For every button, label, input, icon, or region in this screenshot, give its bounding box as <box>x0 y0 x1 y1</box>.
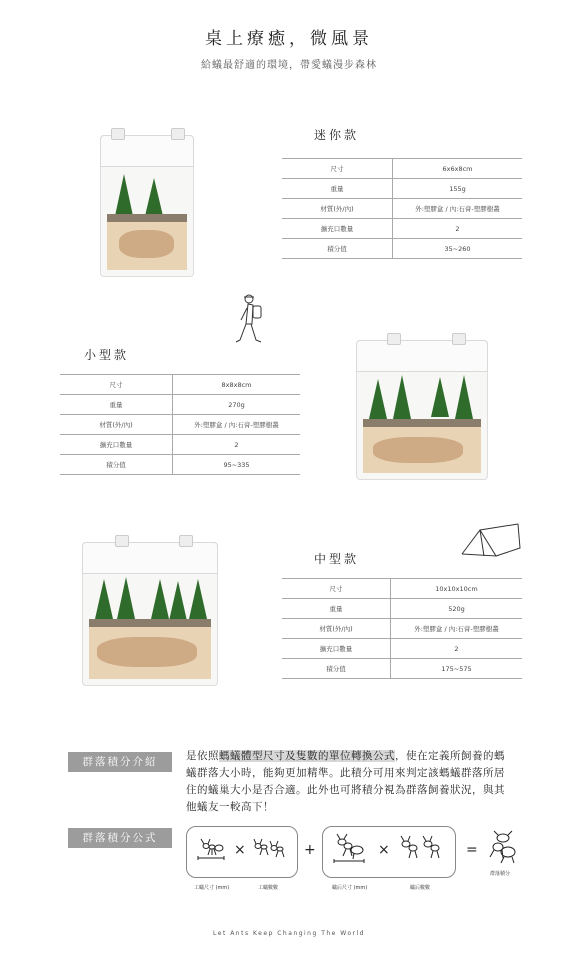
small-heading: 小型款 <box>84 348 130 362</box>
colony-intro-text <box>186 748 510 816</box>
intro-highlight: 螞蟻體型尺寸及隻數的單位轉換公式 <box>219 750 395 762</box>
spec-key: 尺寸 <box>282 579 391 599</box>
spec-value: 2 <box>393 219 523 239</box>
spec-key: 積分值 <box>60 455 173 475</box>
medium-formicarium-image <box>82 542 218 686</box>
worker-ant-size-icon <box>196 834 226 864</box>
spec-key: 積分值 <box>282 659 391 679</box>
spec-key: 尺寸 <box>60 375 173 395</box>
spec-row <box>60 435 300 455</box>
spec-key: 尺寸 <box>282 159 393 179</box>
colony-intro-label: 群落積分介紹 <box>68 752 172 772</box>
spec-row <box>282 239 522 259</box>
worker-ants-count-icon <box>250 834 290 864</box>
spec-key: 擴充口數量 <box>282 639 391 659</box>
spec-value: 520g <box>391 599 523 619</box>
small-formicarium-image <box>356 340 488 480</box>
queen-ant-size-icon <box>332 832 366 866</box>
spec-row <box>60 395 300 415</box>
spec-key: 積分值 <box>282 239 393 259</box>
spec-key: 重量 <box>282 179 393 199</box>
mini-spec-table <box>282 158 522 259</box>
spec-key: 重量 <box>60 395 173 415</box>
spec-row <box>282 219 522 239</box>
spec-value: 6x6x8cm <box>393 159 523 179</box>
spec-value: 2 <box>173 435 301 455</box>
spec-value: 8x8x8cm <box>173 375 301 395</box>
colony-score-icon <box>486 830 520 866</box>
intro-prefix: 是依照 <box>186 750 219 762</box>
spec-row <box>282 639 522 659</box>
spec-value: 95~335 <box>173 455 301 475</box>
equals-symbol: = <box>466 842 478 858</box>
spec-value: 外:塑膠盒 / 內:石膏-塑膠樹叢 <box>393 199 523 219</box>
spec-key: 擴充口數量 <box>282 219 393 239</box>
spec-value: 270g <box>173 395 301 415</box>
colony-formula-label: 群落積分公式 <box>68 828 172 848</box>
spec-key: 擴充口數量 <box>60 435 173 455</box>
mini-heading: 迷你款 <box>314 128 360 142</box>
footer-slogan: Let Ants Keep Changing The World <box>213 930 365 937</box>
spec-value: 35~260 <box>393 239 523 259</box>
queen-ants-count-icon <box>398 832 448 866</box>
medium-heading: 中型款 <box>314 552 360 566</box>
spec-row <box>60 415 300 435</box>
times-symbol: × <box>234 842 246 858</box>
worker-count-caption: 工蟻數數 <box>258 885 279 891</box>
spec-value: 10x10x10cm <box>391 579 523 599</box>
plus-symbol: + <box>304 842 316 858</box>
worker-size-caption: 工蟻尺寸 (mm) <box>194 885 230 891</box>
intro-rest: ，使在定義所飼養的螞蟻群落大小時，能夠更加精準。此積分可用來判定該螞蟻群落所居住的蟻巢大小是否合適。此外也可將積分視為群落飼養狀況，與其他蟻友一較高下！ <box>186 750 505 813</box>
spec-key: 重量 <box>282 599 391 619</box>
spec-row <box>60 455 300 475</box>
spec-row <box>60 375 300 395</box>
hiker-illustration <box>232 292 272 354</box>
page-subtitle: 給蟻最舒適的環境，帶愛蟻漫步森林 <box>201 60 377 71</box>
spec-row <box>282 159 522 179</box>
queen-count-caption: 蟻后數數 <box>410 885 431 891</box>
spec-value: 外:塑膠盒 / 內:石膏-塑膠樹叢 <box>173 415 301 435</box>
mini-formicarium-image <box>100 135 194 277</box>
times-symbol: × <box>378 842 390 858</box>
spec-key: 材質(外/內) <box>60 415 173 435</box>
spec-row <box>282 199 522 219</box>
spec-value: 外:塑膠盒 / 內:石膏-塑膠樹叢 <box>391 619 523 639</box>
tent-illustration <box>458 520 524 560</box>
spec-key: 材質(外/內) <box>282 619 391 639</box>
spec-value: 155g <box>393 179 523 199</box>
spec-value: 2 <box>391 639 523 659</box>
spec-row <box>282 599 522 619</box>
score-caption: 群落積分 <box>490 871 511 877</box>
page-title: 桌上療癒，微風景 <box>205 29 373 49</box>
spec-row <box>282 619 522 639</box>
spec-row <box>282 179 522 199</box>
small-spec-table <box>60 374 300 475</box>
spec-row <box>282 579 522 599</box>
medium-spec-table <box>282 578 522 679</box>
queen-size-caption: 蟻后尺寸 (mm) <box>332 885 368 891</box>
spec-key: 材質(外/內) <box>282 199 393 219</box>
spec-value: 175~575 <box>391 659 523 679</box>
spec-row <box>282 659 522 679</box>
